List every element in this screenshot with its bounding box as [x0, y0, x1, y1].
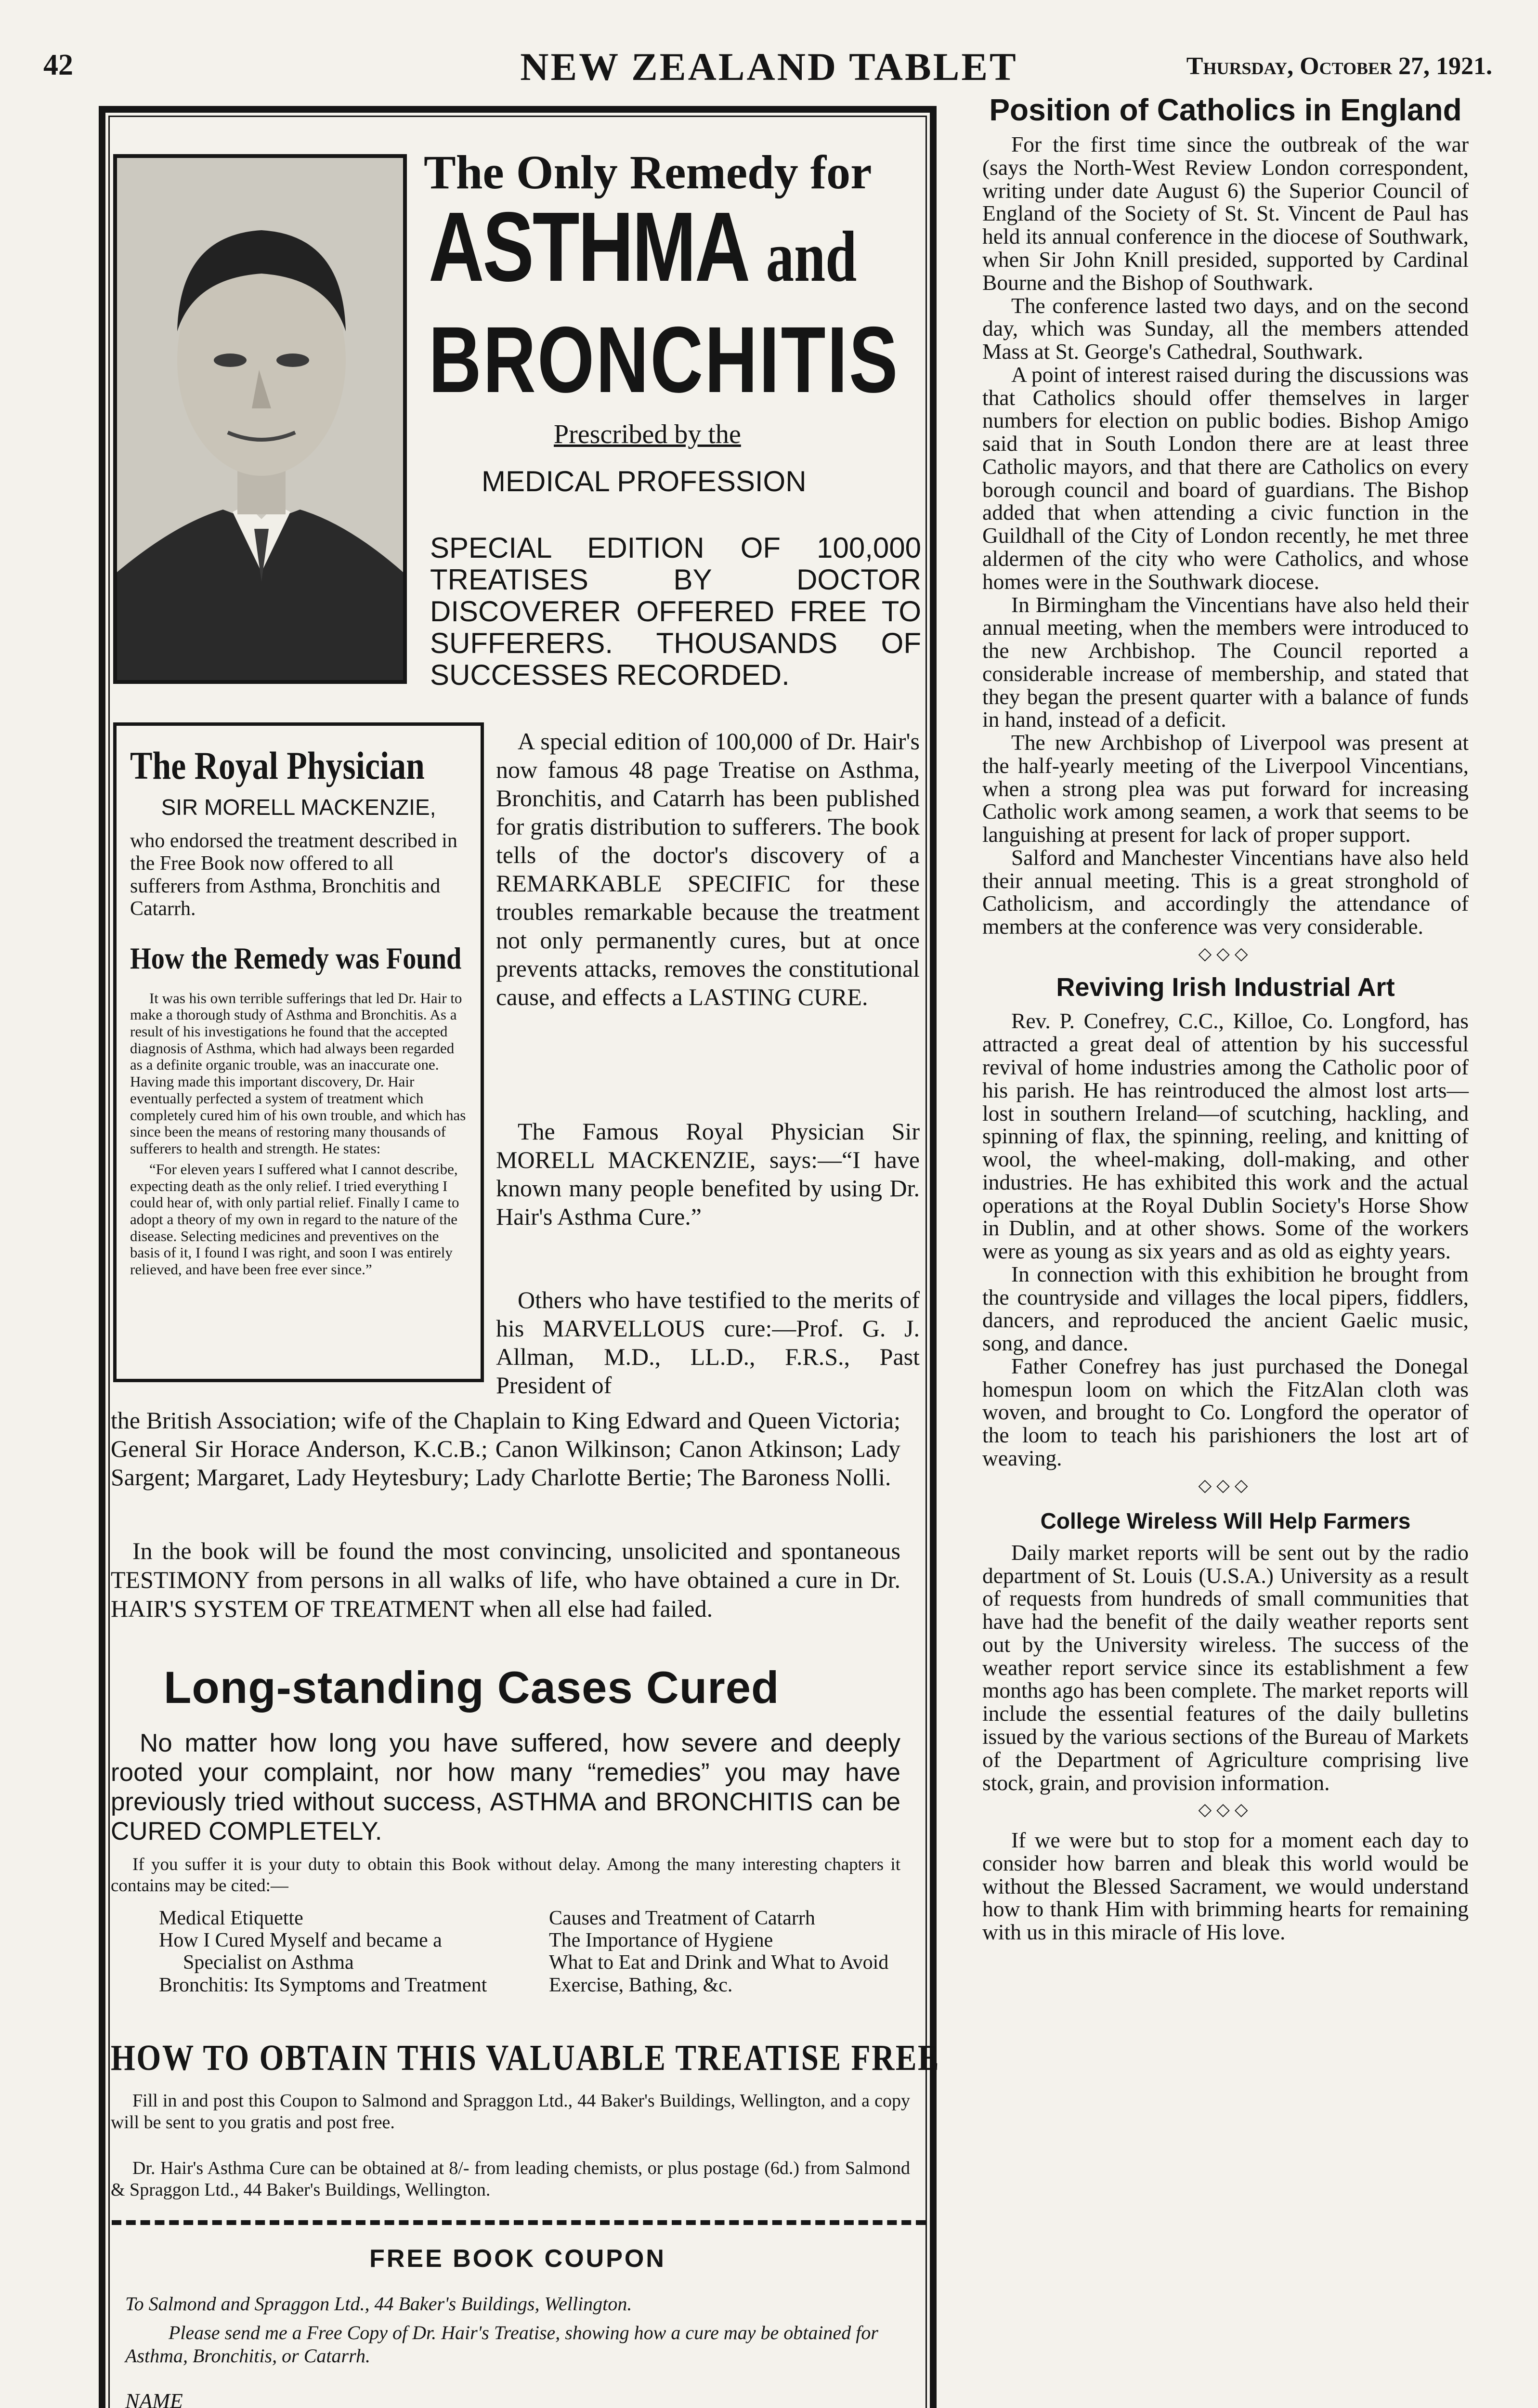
ad-prescribed-by: Prescribed by the [554, 419, 741, 449]
chapter-item: Bronchitis: Its Symptoms and Treatment [159, 1974, 487, 1996]
ad-headline-and: and [766, 217, 857, 297]
chapters-list-left [159, 1907, 496, 1996]
chapter-item: Medical Etiquette [159, 1907, 303, 1929]
ad-testimony-paragraph: In the book will be found the most convincing, unsolicited and spontaneous TESTIMONY from persons in all walks of life, who have obtained a cure in Dr. HAIR'S SYSTEM OF TREATMENT when all else had failed. [111, 1537, 900, 1622]
royal-physician-endorsement: who endorsed the treatment described in the Free Book now offered to all sufferers from Asthma, Bronchitis and Catarrh. [130, 830, 457, 920]
ad-testimonials-continued: the British Association; wife of the Chaplain to King Edward and Queen Victoria; General Sir Horace Anderson, K.C.B.; Canon Wilkinson; Canon Atkinson; Lady Sargent; Margaret, Lady Heytesbury; Lady Charlotte Bertie; The Baroness Nolli. [111, 1407, 900, 1491]
ad-headline-bronchitis: BRONCHITIS [429, 307, 899, 412]
article-paragraph: Salford and Manchester Vincentians have also held their annual meeting. This is a great stronghold of Catholicism, and accordingly the attendance of members at the conference was very considerable. [982, 845, 1469, 939]
chapter-item: The Importance of Hygiene [549, 1929, 773, 1952]
section-divider: ◇◇◇ [1198, 943, 1253, 963]
article-paragraph: The conference lasted two days, and on the second day, which was Sunday, all the members attended Mass at St. George's Cathedral, Southwark. [982, 293, 1469, 364]
chapter-item: Causes and Treatment of Catarrh [549, 1907, 815, 1929]
article-paragraph: A point of interest raised during the discussions was that Catholics should offer themselves in larger numbers for election on public bodies. Bishop Amigo said that in South London there are at least three Catholic mayors, and that there are Catholics on every borough council and board of guardians. The Bishop added that when attending a civic function in the Guildhall of the City of London recently, he met three aldermen of the city who were Catholics, and whose homes were in the Southwark diocese. [982, 362, 1469, 594]
ad-testimonials-text: Others who have testified to the merits of his MARVELLOUS cure:—Prof. G. J. Allman, M.D., LL.D., F.R.S., Past President of [496, 1286, 920, 1399]
duty-text: If you suffer it is your duty to obtain this Book without delay. Among the many interesting chapters it contains may be cited:— [111, 1855, 900, 1896]
chapter-item: What to Eat and Drink and What to Avoid [549, 1951, 889, 1974]
article-paragraph: The new Archbishop of Liverpool was present at the half-yearly meeting of the Liverpool Vincentians, when a strong plea was put forward for increasing Catholic work among seamen, a work that seems to be languishing at present for lack of proper support. [982, 730, 1469, 847]
ad-special-edition-paragraph [496, 727, 920, 1011]
cure-price-text: Dr. Hair's Asthma Cure can be obtained at 8/- from leading chemists, or plus postage (6d.) from Salmond & Spraggon Ltd., 44 Baker's Buildings, Wellington. [111, 2158, 910, 2200]
article-paragraph: Father Conefrey has just purchased the Donegal homespun loom on which the FitzAlan cloth was woven, and brought to Co. Longford the operator of the loom to teach his parishioners the lost art of weaving. [982, 1353, 1469, 1471]
ad-special-edition-text: A special edition of 100,000 of Dr. Hair's now famous 48 page Treatise on Asthma, Bronchitis, and Catarrh has been published for gratis distribution to sufferers. The book tells of the doctor's discovery of a REMARKABLE SPECIFIC for these troubles remarkable because the treatment not only permanently cures, but at once prevents attacks, removes the constitutional cause, and effects a LASTING CURE. [496, 728, 920, 1010]
royal-physician-title: The Royal Physician [130, 744, 425, 787]
article-paragraph: In Birmingham the Vincentians have also held their annual meeting, when the members were introduced to the new Archbishop. The Council reported a considerable increase of membership, and stated that they began the present quarter with a balance of funds in hand, instead of a deficit. [982, 592, 1469, 732]
ad-mackenzie-text: The Famous Royal Physician Sir MORELL MACKENZIE, says:—“I have known many people benefited by using Dr. Hair's Asthma Cure.” [496, 1118, 920, 1230]
article-title-catholics-england: Position of Catholics in England [989, 92, 1462, 127]
chapter-item: Exercise, Bathing, &c. [549, 1974, 733, 1996]
cases-cured-body: No matter how long you have suffered, how severe and deeply rooted your complaint, nor how many “remedies” you may have previously tried without success, ASTHMA and BRONCHITIS can be CURED COMPLETELY. [111, 1729, 900, 1845]
article-paragraph: For the first time since the outbreak of the war (says the North-West Review London correspondent, writing under date August 6) the Superior Council of England of the Society of St. St. Vincent de Paul has held its annual conference in the diocese of Southwark, when Sir John Knill presided, supported by Cardinal Bourne and the Bishop of Southwark. [982, 132, 1469, 295]
fill-coupon-instructions: Fill in and post this Coupon to Salmond and Spraggon Ltd., 44 Baker's Buildings, Wellington, and a copy will be sent to you gratis and post free. [111, 2091, 910, 2133]
ad-mackenzie-paragraph [496, 1117, 920, 1231]
ad-medical-profession: MEDICAL PROFESSION [482, 465, 807, 497]
how-remedy-found-title: How the Remedy was Found [130, 941, 462, 976]
coupon-title: FREE BOOK COUPON [369, 2245, 666, 2273]
chapters-list-right [549, 1907, 915, 1996]
how-to-obtain-title: HOW TO OBTAIN THIS VALUABLE TREATISE FREE [111, 2038, 940, 2078]
article-title-irish-art: Reviving Irish Industrial Art [1056, 972, 1395, 1002]
ad-testimonials-paragraph [496, 1286, 920, 1400]
coupon-name-label: NAME [125, 2389, 183, 2408]
article-paragraph: Daily market reports will be sent out by the radio department of St. Louis (U.S.A.) University as a result of requests from hundreds of small communities that have had the benefit of the daily weather reports sent out by the University wireless. The success of the weather report service since its establishment a few months ago has been complete. The market reports will include the essential features of the daily bulletins issued by the various sections of the Bureau of Markets of the Department of Agriculture comprising live stock, grain, and provision information. [982, 1540, 1469, 1795]
closing-reflection: If we were but to stop for a moment each day to consider how barren and bleak this world would be without the Blessed Sacrament, we would understand how to thank Him with brimming hearts for remaining with us in this miracle of His love. [982, 1828, 1469, 1945]
page-number: 42 [43, 49, 73, 81]
chapter-item: How I Cured Myself and became a Specialist on Asthma [159, 1929, 442, 1974]
ad-headline-asthma [429, 192, 857, 302]
doctor-portrait-photo [113, 154, 407, 684]
article-paragraph: In connection with this exhibition he brought from the countryside and villages the local pipers, fiddlers, dancers, and reproduced the ancient Gaelic music, song, and dance. [982, 1261, 1469, 1356]
royal-physician-box [113, 722, 484, 1382]
ad-headline-asthma-word: ASTHMA [429, 192, 746, 302]
article-paragraph: Rev. P. Conefrey, C.C., Killoe, Co. Longford, has attracted a great deal of attention by his successful revival of home industries among the Catholic poor of his parish. He has reintroduced the almost lost arts—lost in southern Ireland—of scutching, hackling, and spinning of flax, the spinning, reeling, and knitting of wool, the wheel-making, doll-making, and other industries. He has exhibited this work and the actual operations at the Royal Dublin Society's Horse Show in Dublin, and at other shows. Some of the workers were as young as six years and as old as eighty years. [982, 1008, 1469, 1264]
paper-title: NEW ZEALAND TABLET [520, 45, 1018, 89]
how-remedy-found-text: It was his own terrible sufferings that led Dr. Hair to make a thorough study of Asthma and Bronchitis. As a result of his investigations he found that the accepted diagnosis of Asthma, which had always been regarded as a definite organic trouble, was an inaccurate one. Having made this important discovery, Dr. Hair eventually perfected a system of treatment which completely cured him of his own trouble, and which has since been the means of restoring many thousands of sufferers to health and strength. He states: [130, 989, 466, 1157]
issue-date: Thursday, October 27, 1921. [1186, 52, 1492, 80]
cases-cured-title: Long-standing Cases Cured [164, 1662, 780, 1713]
doctor-quote: “For eleven years I suffered what I cannot describe, expecting death as the only relief. I tried everything I could hear of, with only partial relief. Finally I came to adopt a theory of my own in regard to the nature of the disease. Selecting medicines and preventives on the basis of it, I found I was right, and soon I was entirely relieved, and have been free ever since.” [130, 1160, 459, 1278]
ad-headline-only-remedy: The Only Remedy for [424, 145, 872, 199]
article-title-college-wireless: College Wireless Will Help Farmers [1040, 1508, 1411, 1533]
coupon-address-to: To Salmond and Spraggon Ltd., 44 Baker's Buildings, Wellington. [125, 2293, 632, 2315]
section-divider: ◇◇◇ [1198, 1475, 1253, 1495]
ad-special-edition: SPECIAL EDITION OF 100,000 TREATISES BY DOCTOR DISCOVERER OFFERED FREE TO SUFFERERS. THOUSANDS OF SUCCESSES RECORDED. [430, 532, 921, 691]
royal-physician-name: SIR MORELL MACKENZIE, [161, 795, 436, 820]
section-divider: ◇◇◇ [1198, 1800, 1253, 1819]
news-column [982, 94, 1469, 1944]
coupon-request-text: Please send me a Free Copy of Dr. Hair's Treatise, showing how a cure may be obtained for Asthma, Bronchitis, or Catarrh. [125, 2322, 878, 2367]
